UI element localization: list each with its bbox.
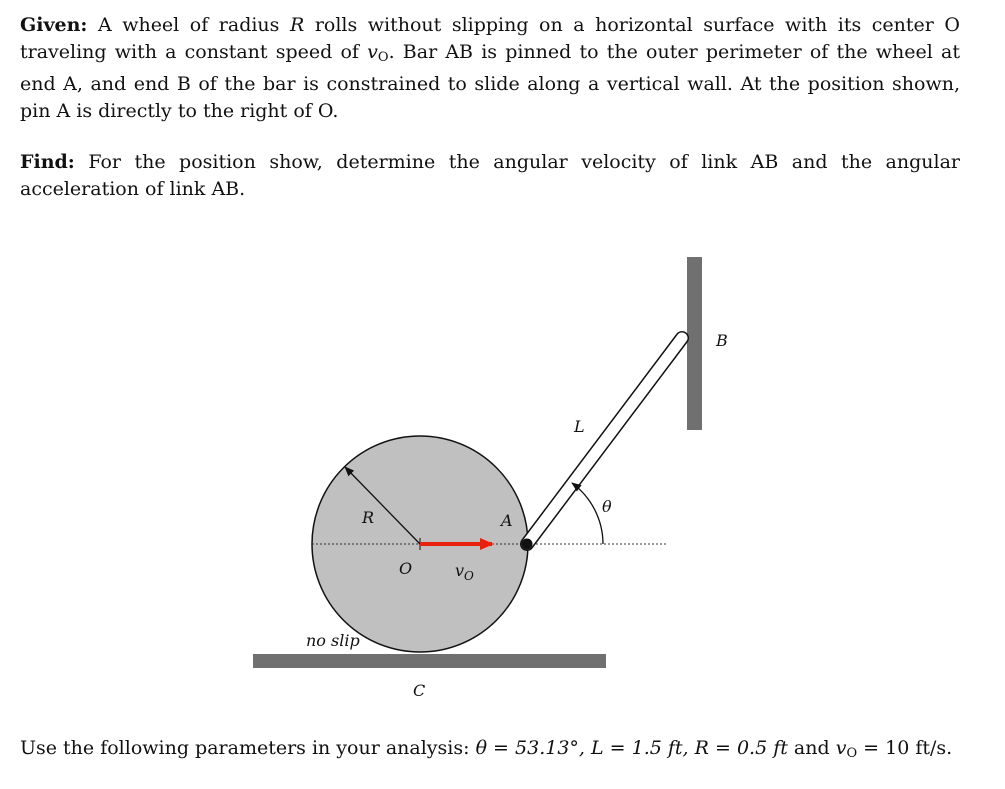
find-label: Find: — [20, 151, 75, 173]
vertical-wall — [687, 257, 702, 430]
label-o: O — [399, 559, 413, 578]
label-v-subscript: O — [464, 569, 474, 583]
theta-arc — [572, 483, 603, 544]
pin-a — [522, 539, 533, 550]
params-intro: Use the following parameters in your analysis: — [20, 737, 470, 759]
parameters-line — [20, 735, 952, 767]
given-label: Given: — [20, 14, 88, 36]
find-text: For the position show, determine the angular velocity of link AB and the angular acceleration of link AB. — [20, 151, 961, 200]
param-speed-symbol: v — [835, 737, 847, 759]
label-a: A — [501, 511, 513, 530]
param-speed-subscript: O — [846, 746, 858, 761]
param-length: L = 1.5 ft, — [591, 737, 689, 759]
param-speed-value: = 10 ft/s. — [863, 737, 953, 759]
label-l: L — [574, 417, 585, 436]
param-theta: θ = 53.13°, — [475, 737, 585, 759]
label-no-slip: no slip — [306, 631, 360, 650]
given-text-2: rolls without slipping on a horizontal surface with its center O traveling with a constant speed of — [20, 14, 960, 63]
given-text-3: . Bar AB is pinned to the outer perimeter of the wheel at end A, and end B of the bar is constrained to slide along a vertical wall. At the position shown, pin A is directly to the right of O. — [20, 41, 960, 122]
given-text-1: A wheel of radius — [97, 14, 280, 36]
label-c: C — [413, 681, 426, 700]
given-radius-symbol: R — [289, 14, 305, 36]
given-speed-subscript: O — [377, 50, 389, 65]
label-r: R — [362, 508, 375, 527]
label-theta: θ — [602, 497, 612, 516]
param-radius: R = 0.5 ft — [694, 737, 788, 759]
params-and: and — [793, 737, 830, 759]
label-v-main: v — [455, 561, 465, 580]
label-b: B — [716, 331, 728, 350]
ground-surface — [253, 654, 606, 668]
given-speed-symbol: v — [367, 41, 378, 63]
